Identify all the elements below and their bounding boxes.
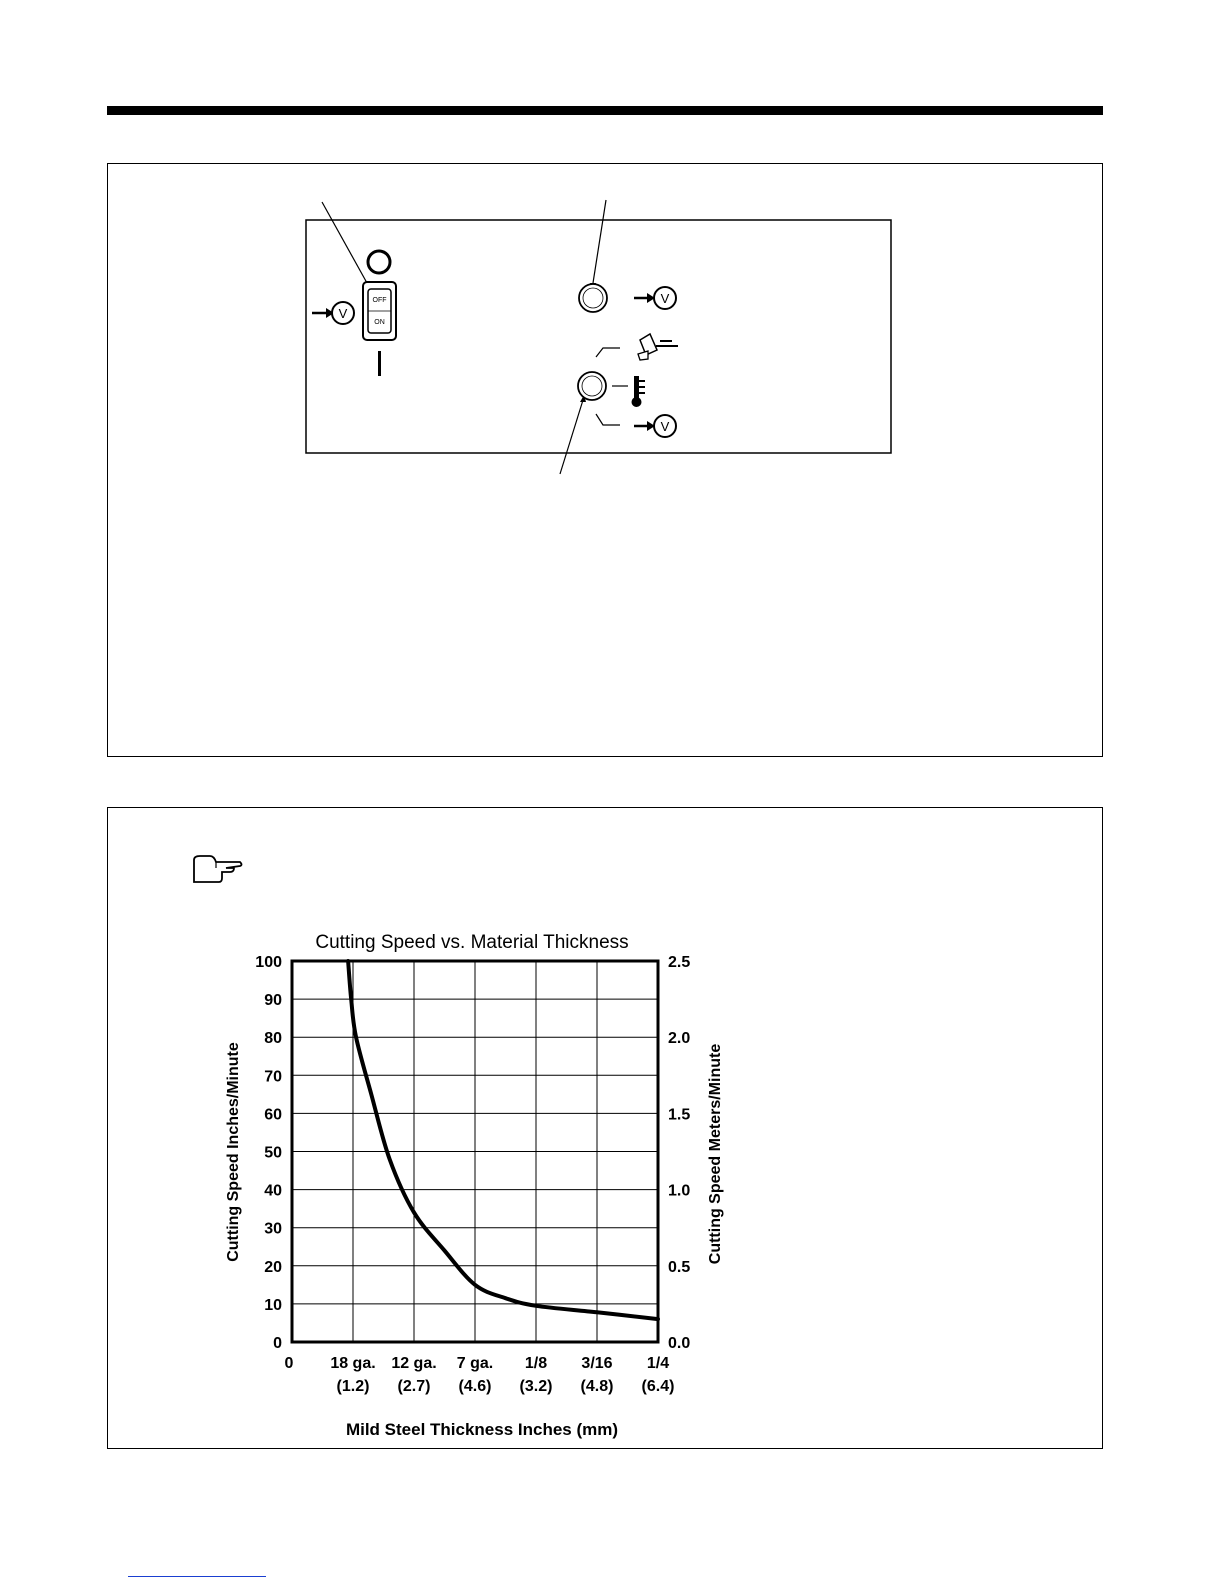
x-tick-label: 1/8 (524, 1355, 548, 1372)
y-right-tick-label: 0.5 (668, 1258, 691, 1276)
power-switch[interactable] (363, 282, 396, 340)
y-right-tick-label: 0.0 (668, 1335, 691, 1352)
on-bar-symbol-icon (378, 351, 381, 376)
y-left-tick-label: 0 (273, 1335, 282, 1352)
y-right-tick-label: 1.5 (668, 1106, 691, 1124)
y-left-tick-label: 80 (264, 1030, 282, 1048)
footer-link-underline[interactable] (128, 1576, 266, 1577)
y-right-tick-label: 1.0 (668, 1182, 691, 1200)
x-tick-sublabel: (2.7) (397, 1378, 431, 1395)
y-left-tick-label: 60 (264, 1106, 282, 1124)
y-left-tick-label: 70 (264, 1068, 282, 1086)
y-left-tick-label: 10 (264, 1296, 282, 1314)
x-tick-sublabel: (6.4) (641, 1378, 675, 1395)
y-axis-left-ticks (255, 954, 282, 1352)
x-tick-label: 7 ga. (456, 1355, 494, 1372)
control-panel (306, 200, 891, 474)
chart-title: Cutting Speed vs. Material Thickness (315, 932, 629, 953)
y-left-tick-label: 40 (264, 1182, 282, 1200)
y-left-tick-label: 50 (264, 1144, 282, 1162)
x-tick-label: 18 ga. (330, 1355, 376, 1372)
x-tick-sublabel: (4.6) (458, 1378, 492, 1395)
x-tick-label: 3/16 (581, 1355, 613, 1372)
x-tick-sublabel: (1.2) (336, 1378, 370, 1395)
y-right-tick-label: 2.5 (668, 954, 691, 971)
x-tick-sublabel: (4.8) (580, 1378, 614, 1395)
y-right-tick-label: 2.0 (668, 1030, 691, 1048)
x-tick-label: 12 ga. (391, 1355, 437, 1372)
y-left-tick-label: 90 (264, 992, 282, 1010)
power-voltage-label: V (660, 291, 670, 306)
y-left-tick-label: 30 (264, 1220, 282, 1238)
x-axis-ticks (285, 1355, 675, 1395)
x-tick-label: 1/4 (646, 1355, 670, 1372)
y-left-tick-label: 20 (264, 1258, 282, 1276)
y-axis-right-ticks (668, 954, 690, 1352)
pointing-hand-icon (194, 856, 242, 882)
switch-off-label: OFF (372, 297, 387, 304)
x-tick-label: 0 (284, 1355, 294, 1372)
y-axis-left-label: Cutting Speed Inches/Minute (225, 1042, 242, 1262)
cutting-speed-chart (225, 932, 724, 1439)
switch-voltage-label: V (338, 306, 348, 321)
y-axis-right-label: Cutting Speed Meters/Minute (707, 1043, 724, 1265)
x-axis-label: Mild Steel Thickness Inches (mm) (345, 1420, 619, 1439)
switch-on-label: ON (374, 319, 385, 326)
fault-indicator-light (578, 372, 606, 400)
x-tick-sublabel: (3.2) (519, 1378, 553, 1395)
fault-voltage-label: V (660, 419, 670, 434)
y-left-tick-label: 100 (255, 954, 282, 971)
power-indicator-light (579, 284, 607, 312)
